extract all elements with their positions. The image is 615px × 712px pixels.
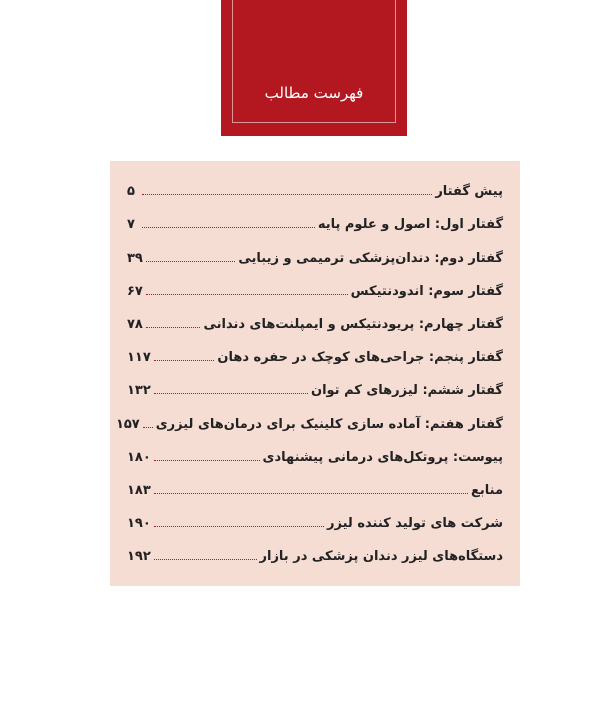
toc-entry-title: دستگاه‌های لیزر دندان پزشکی در بازار [259, 549, 503, 565]
toc-entry-page: ۵ [127, 184, 135, 200]
toc-entry-page: ۱۸۳ [127, 482, 151, 498]
toc-entry-title: شرکت های تولید کننده لیزر [327, 516, 503, 532]
toc-entry-page: ۷۸ [127, 316, 143, 332]
toc-leader-dots [154, 360, 215, 361]
toc-entry-title: گفتار اول: اصول و علوم پایه [317, 217, 503, 233]
toc-leader-dots [154, 493, 468, 494]
page-title: فهرست مطالب [264, 84, 364, 102]
toc-entry-laser-manufacturers[interactable] [127, 506, 503, 539]
toc-entry-chapter-2[interactable] [127, 240, 503, 273]
toc-entry-title: گفتار ششم: لیزرهای کم توان [310, 383, 503, 399]
toc-entry-chapter-5[interactable] [127, 340, 503, 373]
toc-entry-page: ۱۹۲ [127, 549, 151, 565]
toc-entry-preface[interactable] [127, 174, 503, 207]
toc-leader-dots [154, 559, 257, 560]
toc-entry-page: ۱۱۷ [127, 350, 151, 366]
toc-entry-page: ۷ [127, 217, 135, 233]
toc-entry-page: ۳۹ [127, 250, 143, 266]
toc-entry-title: گفتار چهارم: پریودنتیکس و ایمپلنت‌های دندانی [203, 316, 503, 332]
toc-leader-dots [142, 227, 315, 228]
toc-leader-dots [154, 460, 260, 461]
title-banner [221, 0, 407, 136]
toc-entry-title: پیش گفتار [435, 184, 503, 200]
toc-leader-dots [146, 327, 201, 328]
title-banner-border [232, 0, 396, 123]
toc-entry-title: گفتار سوم: اندودنتیکس [350, 283, 503, 299]
toc-entry-page: ۶۷ [127, 283, 143, 299]
toc-leader-dots [146, 261, 235, 262]
toc-entry-title: گفتار دوم: دندان‌پزشکی ترمیمی و زیبایی [238, 250, 503, 266]
toc-leader-dots [154, 393, 308, 394]
toc-entry-chapter-3[interactable] [127, 274, 503, 307]
toc-leader-dots [154, 526, 324, 527]
toc-entry-chapter-6[interactable] [127, 373, 503, 406]
toc-leader-dots [142, 194, 432, 195]
toc-entry-market-devices[interactable] [127, 539, 503, 572]
toc-leader-dots [143, 427, 153, 428]
toc-entry-page: ۱۸۰ [127, 449, 151, 465]
toc-entry-chapter-7[interactable] [115, 406, 503, 439]
toc-entry-chapter-4[interactable] [127, 307, 503, 340]
toc-entry-title: منابع [471, 482, 503, 498]
toc-entry-appendix[interactable] [127, 440, 503, 473]
toc-entry-references[interactable] [127, 473, 503, 506]
table-of-contents [110, 161, 520, 586]
toc-entry-title: گفتار پنجم: جراحی‌های کوچک در حفره دهان [217, 350, 503, 366]
toc-entry-chapter-1[interactable] [127, 207, 503, 240]
toc-list [115, 174, 503, 572]
toc-entry-page: ۱۵۷ [115, 416, 140, 432]
toc-entry-title: پیوست: پروتکل‌های درمانی پیشنهادی [262, 449, 503, 465]
toc-leader-dots [146, 294, 348, 295]
toc-entry-page: ۱۳۲ [127, 383, 151, 399]
toc-entry-page: ۱۹۰ [127, 516, 151, 532]
toc-entry-title: گفتار هفتم: آماده سازی کلینیک برای درمان‌های لیزری [155, 416, 503, 432]
